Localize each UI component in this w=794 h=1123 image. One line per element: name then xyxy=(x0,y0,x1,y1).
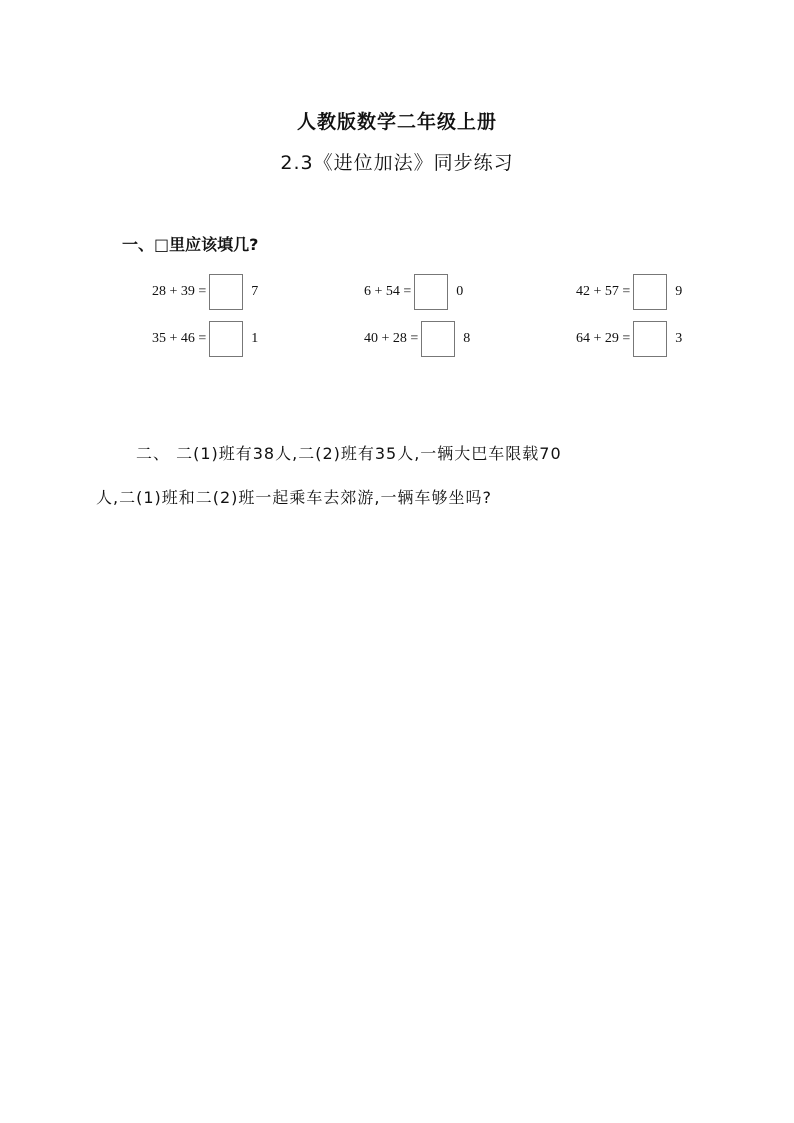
answer-box[interactable] xyxy=(633,274,667,310)
answer-box[interactable] xyxy=(209,321,243,357)
worksheet-subtitle: 2.3《进位加法》同步练习 xyxy=(280,152,514,174)
word-problem-line-2: 人,二(1)班和二(2)班一起乘车去郊游,一辆车够坐吗? xyxy=(96,488,492,507)
equation-5 xyxy=(364,320,470,358)
equation-4 xyxy=(152,320,258,358)
worksheet-title: 人教版数学二年级上册 xyxy=(296,111,497,133)
equation-2 xyxy=(364,273,463,311)
equation-expression: 6 + 54 = xyxy=(364,284,412,299)
equation-trailing-digit: 1 xyxy=(251,331,259,346)
equation-trailing-digit: 7 xyxy=(251,284,259,299)
section-1-heading: 一、□里应该填几? xyxy=(122,235,259,254)
equation-expression: 35 + 46 = xyxy=(152,331,207,346)
answer-box[interactable] xyxy=(421,321,455,357)
answer-box[interactable] xyxy=(209,274,243,310)
equation-expression: 40 + 28 = xyxy=(364,331,419,346)
equation-expression: 42 + 57 = xyxy=(576,284,631,299)
answer-box[interactable] xyxy=(414,274,448,310)
equation-trailing-digit: 9 xyxy=(675,284,683,299)
answer-box[interactable] xyxy=(633,321,667,357)
equation-trailing-digit: 3 xyxy=(675,331,683,346)
equation-expression: 28 + 39 = xyxy=(152,284,207,299)
equation-1 xyxy=(152,273,258,311)
equation-trailing-digit: 0 xyxy=(456,284,464,299)
equation-6 xyxy=(576,320,682,358)
word-problem-line-1: 二、 二(1)班有38人,二(2)班有35人,一辆大巴车限载70 xyxy=(136,444,562,463)
equation-expression: 64 + 29 = xyxy=(576,331,631,346)
equation-trailing-digit: 8 xyxy=(463,331,471,346)
equation-3 xyxy=(576,273,682,311)
